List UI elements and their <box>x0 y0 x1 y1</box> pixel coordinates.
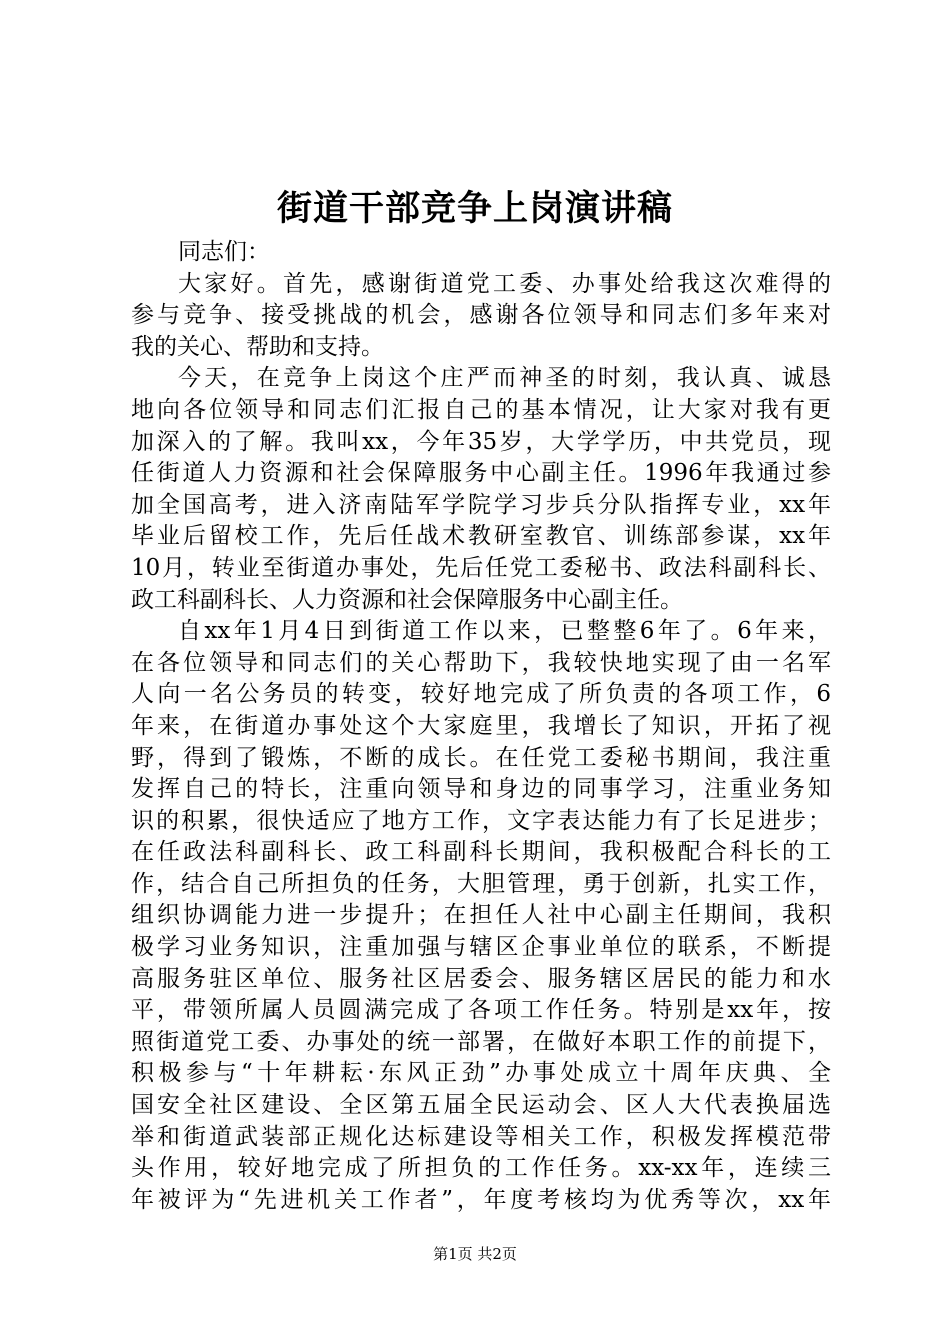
document-body <box>131 237 831 1216</box>
text-line: 照街道党工委、办事处的统一部署，在做好本职工作的前提下， <box>131 1028 831 1055</box>
text-line: 10月，转业至街道办事处，先后任党工委秘书、政法科副科长、 <box>131 554 831 581</box>
text-line: 在各位领导和同志们的关心帮助下，我较快地实现了由一名军 <box>131 649 831 676</box>
text-line: 人向一名公务员的转变，较好地完成了所负责的各项工作，6 <box>131 681 831 708</box>
text-line: 极学习业务知识，注重加强与辖区企事业单位的联系，不断提 <box>131 934 831 961</box>
text-line: 作，结合自己所担负的任务，大胆管理，勇于创新，扎实工作， <box>131 870 831 897</box>
text-line: 组织协调能力进一步提升；在担任人社中心副主任期间，我积 <box>131 902 831 929</box>
text-line: 高服务驻区单位、服务社区居委会、服务辖区居民的能力和水 <box>131 965 831 992</box>
text-line: 大家好。首先，感谢街道党工委、办事处给我这次难得的 <box>178 270 831 297</box>
text-line: 识的积累，很快适应了地方工作，文字表达能力有了长足进步； <box>131 807 831 834</box>
text-line: 举和街道武装部正规化达标建设等相关工作，积极发挥模范带 <box>131 1123 831 1150</box>
text-line: 野，得到了锻炼，不断的成长。在任党工委秘书期间，我注重 <box>131 744 831 771</box>
text-line: 发挥自己的特长，注重向领导和身边的同事学习，注重业务知 <box>131 776 831 803</box>
text-line: 今天，在竞争上岗这个庄严而神圣的时刻，我认真、诚恳 <box>178 365 831 392</box>
text-line: 加深入的了解。我叫xx，今年35岁，大学学历，中共党员，现 <box>131 428 831 455</box>
text-line: 国安全社区建设、全区第五届全民运动会、区人大代表换届选 <box>131 1092 831 1119</box>
text-line: 头作用，较好地完成了所担负的工作任务。xx-xx年，连续三 <box>131 1155 831 1182</box>
text-line: 任街道人力资源和社会保障服务中心副主任。1996年我通过参 <box>131 460 831 487</box>
text-line: 参与竞争、接受挑战的机会，感谢各位领导和同志们多年来对 <box>131 302 831 329</box>
document-title: 街道干部竞争上岗演讲稿 <box>276 188 673 229</box>
text-line: 地向各位领导和同志们汇报自己的基本情况，让大家对我有更 <box>131 396 831 423</box>
text-line: 积极参与“十年耕耘·东风正劲”办事处成立十周年庆典、全 <box>131 1060 831 1087</box>
text-line: 政工科副科长、人力资源和社会保障服务中心副主任。 <box>131 586 683 613</box>
text-line: 自xx年1月4日到街道工作以来，已整整6年了。6年来， <box>178 618 831 645</box>
text-line: 同志们： <box>178 239 270 265</box>
text-line: 平，带领所属人员圆满完成了各项工作任务。特别是xx年，按 <box>131 997 831 1024</box>
text-line: 在任政法科副科长、政工科副科长期间，我积极配合科长的工 <box>131 839 831 866</box>
text-line: 加全国高考，进入济南陆军学院学习步兵分队指挥专业，xx年 <box>131 491 831 518</box>
text-line: 毕业后留校工作，先后任战术教研室教官、训练部参谋，xx年 <box>131 523 831 550</box>
text-line: 我的关心、帮助和支持。 <box>131 333 384 360</box>
page-footer: 第1页 共2页 <box>433 1245 517 1263</box>
text-line: 年来，在街道办事处这个大家庭里，我增长了知识，开拓了视 <box>131 712 831 739</box>
text-line: 年被评为“先进机关工作者”，年度考核均为优秀等次，xx年 <box>131 1186 831 1213</box>
